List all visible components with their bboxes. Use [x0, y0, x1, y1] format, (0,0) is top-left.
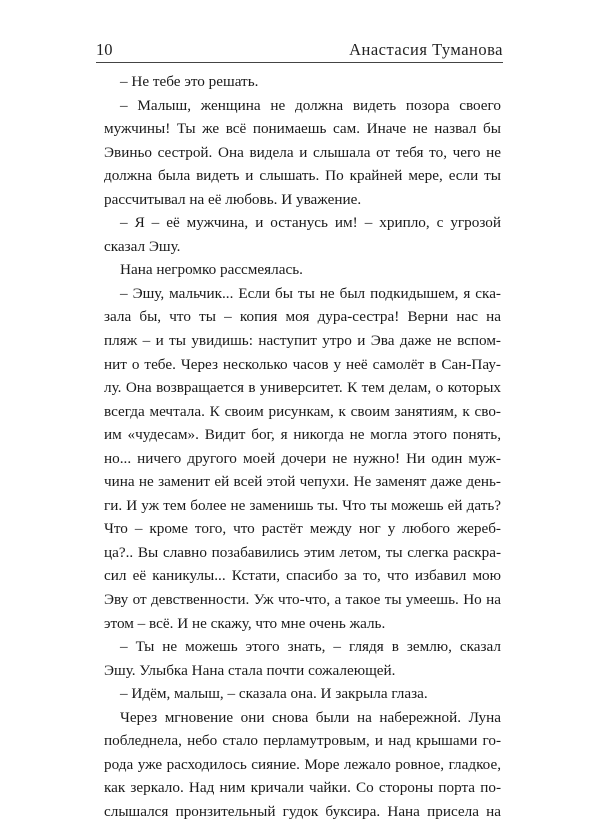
page-number: 10 [96, 40, 113, 59]
text-line: Что – кроме того, что растёт между ног у любого жереб- [104, 520, 501, 538]
text-line: нит о тебе. Через несколько часов у неё самолёт в Сан-Пау- [104, 355, 501, 373]
text-line: – Ты не можешь этого знать, – глядя в землю, сказал [120, 638, 501, 656]
text-line: им «чудесам». Видит бог, я никогда не могла этого понять, [104, 426, 501, 444]
text-line: Эшу. Улыбка Нана стала почти сожалеющей. [104, 661, 396, 679]
running-title: Анастасия Туманова [349, 40, 503, 59]
text-line: зала бы, что ты – копия моя дура-сестра! Верни нас на [104, 308, 501, 326]
text-line: Эвиньо сестрой. Она видела и слышала от тебя то, чего не [104, 143, 501, 161]
text-line: – Идём, малыш, – сказала она. И закрыла глаза. [120, 685, 428, 703]
text-line: этом – всё. И не скажу, что мне очень жаль. [104, 614, 386, 632]
text-line: мужчины! Ты же всё понимаешь сам. Иначе не назвал бы [104, 120, 501, 138]
text-line: побледнела, небо стало перламутровым, и над крышами го- [104, 732, 501, 750]
text-line: – Малыш, женщина не должна видеть позора своего [120, 96, 501, 114]
text-line: рода уже расходилось сияние. Море лежало ровное, гладкое, [104, 755, 501, 773]
text-line: сил её каникулы... Кстати, спасибо за то, что избавил мою [104, 567, 501, 585]
header-rule [96, 62, 503, 63]
text-line: как зеркало. Над ним кричали чайки. Со стороны порта по- [104, 779, 501, 797]
text-line: лу. Она возвращается в университет. К тем делам, о которых [104, 379, 501, 397]
text-line: Через мгновение они снова были на набережной. Луна [120, 708, 501, 726]
text-line: слышался пронзительный гудок буксира. Нана присела на [104, 802, 501, 820]
text-line: пляж – и ты увидишь: наступит утро и Эва даже не вспом- [104, 332, 501, 350]
text-line: чина не заменит ей всей этой чепухи. Не заменят даже день- [104, 473, 501, 491]
text-line: Нана негромко рассмеялась. [120, 261, 303, 279]
text-line: ги. И уж тем более не заменишь ты. Что ты можешь ей дать? [104, 496, 501, 514]
text-line: должна была видеть и слышать. По крайней мере, если ты [104, 167, 501, 185]
text-line: – Эшу, мальчик... Если бы ты не был подкидышем, я ска- [120, 284, 501, 302]
text-line: сказал Эшу. [104, 237, 181, 255]
text-line: всегда мечтала. К своим рисункам, к своим занятиям, к сво- [104, 402, 501, 420]
body-text [104, 70, 501, 824]
text-line: но... ничего другого моей дочери не нужно! Ни один муж- [104, 449, 501, 467]
text-line: рассчитывал на её любовь. И уважение. [104, 190, 362, 208]
text-line: – Я – её мужчина, и останусь им! – хрипло, с угрозой [120, 214, 501, 232]
text-line: – Не тебе это решать. [120, 73, 259, 90]
text-line: Эву от девственности. Уж что-что, а такое ты умеешь. Но на [104, 591, 501, 609]
page-header [96, 34, 503, 62]
text-line: ца?.. Вы славно позабавились этим летом, ты слегка раскра- [104, 543, 501, 561]
